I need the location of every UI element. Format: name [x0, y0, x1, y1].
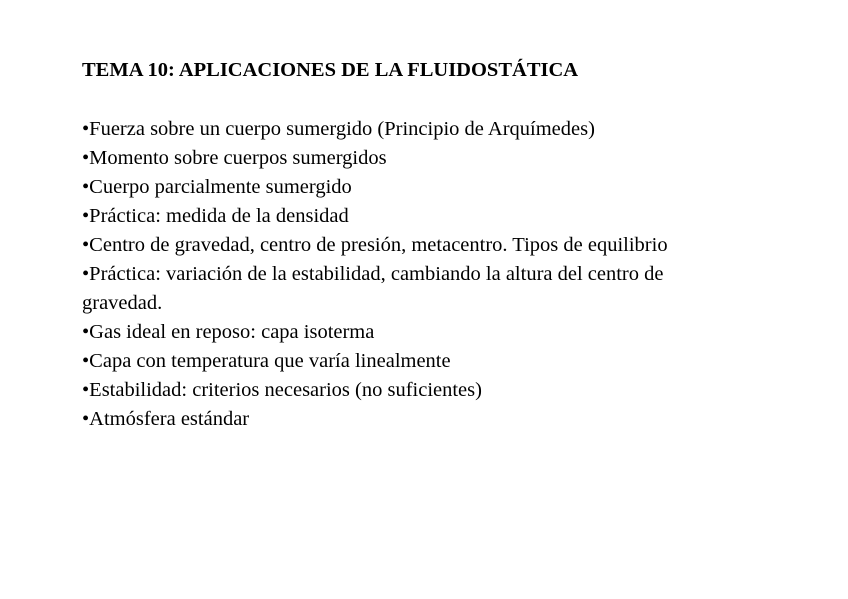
topic-item-7: •Gas ideal en reposo: capa isoterma [82, 321, 375, 343]
topic-item-9: •Estabilidad: criterios necesarios (no suficientes) [82, 379, 482, 401]
topic-item-4: •Práctica: medida de la densidad [82, 205, 349, 227]
topic-list [82, 115, 702, 434]
topic-item-3: •Cuerpo parcialmente sumergido [82, 176, 352, 198]
topic-item-2: •Momento sobre cuerpos sumergidos [82, 147, 387, 169]
topic-item-10: •Atmósfera estándar [82, 408, 250, 430]
topic-item-5: •Centro de gravedad, centro de presión, metacentro. Tipos de equilibrio [82, 234, 668, 256]
slide-content [82, 56, 702, 434]
topic-item-6: •Práctica: variación de la estabilidad, cambiando la altura del centro de gravedad. [82, 263, 664, 314]
page-title: TEMA 10: APLICACIONES DE LA FLUIDOSTÁTICA [82, 59, 579, 81]
topic-item-1: •Fuerza sobre un cuerpo sumergido (Principio de Arquímedes) [82, 118, 595, 140]
topic-item-8: •Capa con temperatura que varía linealmente [82, 350, 451, 372]
